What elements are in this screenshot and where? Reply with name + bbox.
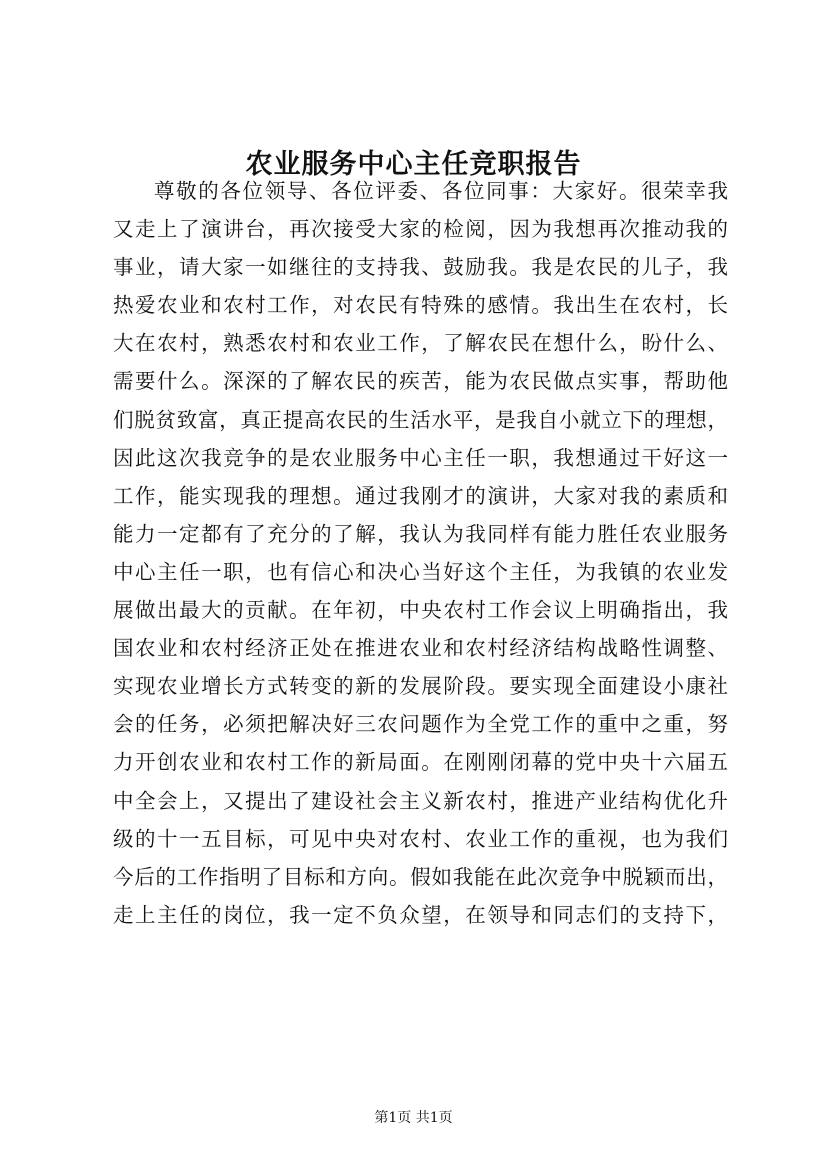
body-line: 尊敬的各位领导、各位评委、各位同事：大家好。很荣幸我 bbox=[154, 179, 728, 203]
document-title: 农业服务中心主任竞职报告 bbox=[245, 149, 582, 180]
body-line: 中全会上，又提出了建设社会主义新农村，推进产业结构优化升 bbox=[113, 788, 728, 813]
document-body bbox=[113, 172, 728, 934]
body-line: 国农业和农村经济正处在推进农业和农村经济结构战略性调整、 bbox=[113, 636, 728, 661]
page-footer: 第1页 共1页 bbox=[374, 1110, 453, 1126]
body-line: 级的十一五目标，可见中央对农村、农业工作的重视，也为我们 bbox=[113, 826, 728, 851]
body-line: 力开创农业和农村工作的新局面。在刚刚闭幕的党中央十六届五 bbox=[113, 750, 728, 775]
body-line: 工作，能实现我的理想。通过我刚才的演讲，大家对我的素质和 bbox=[113, 483, 728, 508]
body-line: 因此这次我竞争的是农业服务中心主任一职，我想通过干好这一 bbox=[113, 445, 728, 470]
body-line: 会的任务，必须把解决好三农问题作为全党工作的重中之重，努 bbox=[113, 712, 728, 737]
body-line: 热爱农业和农村工作，对农民有特殊的感情。我出生在农村，长 bbox=[113, 293, 728, 318]
body-line: 又走上了演讲台，再次接受大家的检阅，因为我想再次推动我的 bbox=[113, 217, 728, 242]
body-line: 们脱贫致富，真正提高农民的生活水平，是我自小就立下的理想， bbox=[113, 407, 728, 432]
body-line: 能力一定都有了充分的了解，我认为我同样有能力胜任农业服务 bbox=[113, 521, 728, 546]
body-line: 中心主任一职，也有信心和决心当好这个主任，为我镇的农业发 bbox=[113, 559, 728, 584]
body-line: 实现农业增长方式转变的新的发展阶段。要实现全面建设小康社 bbox=[113, 674, 728, 699]
body-line: 大在农村，熟悉农村和农业工作，了解农民在想什么，盼什么、 bbox=[113, 331, 728, 356]
body-line: 今后的工作指明了目标和方向。假如我能在此次竞争中脱颖而出， bbox=[113, 864, 728, 889]
body-line: 展做出最大的贡献。在年初，中央农村工作会议上明确指出，我 bbox=[113, 598, 728, 623]
body-line: 走上主任的岗位，我一定不负众望，在领导和同志们的支持下， bbox=[113, 902, 728, 927]
body-line: 需要什么。深深的了解农民的疾苦，能为农民做点实事，帮助他 bbox=[113, 369, 728, 394]
body-line: 事业，请大家一如继往的支持我、鼓励我。我是农民的儿子，我 bbox=[113, 255, 728, 280]
